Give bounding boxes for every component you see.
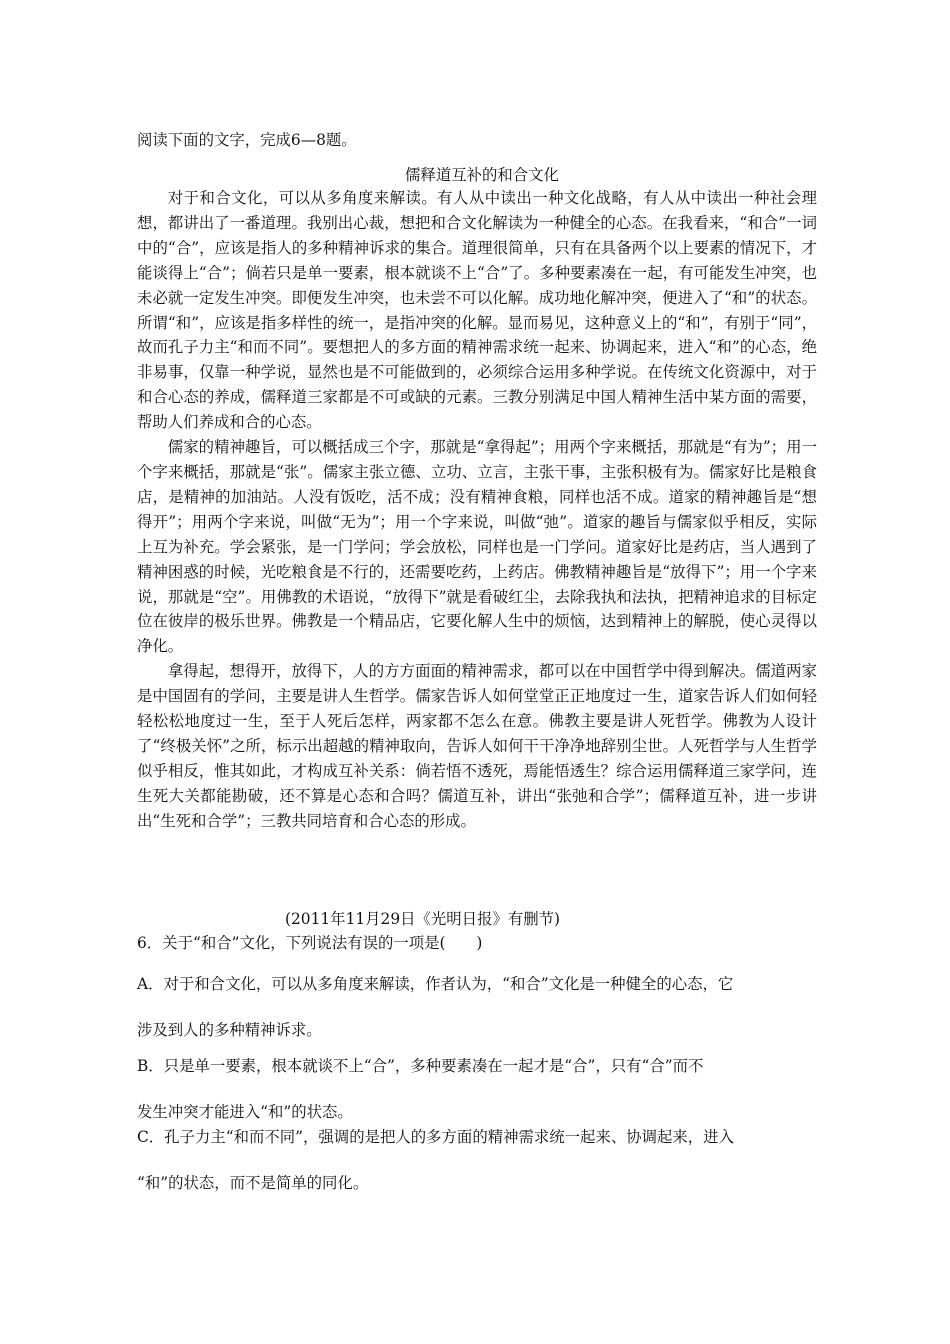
paragraph-2: 儒家的精神趣旨，可以概括成三个字，那就是“拿得起”；用两个字来概括，那就是“有为”；用一个字来概括，那就是“张”。儒家主张立德、立功、立言，主张干事，主张积极有为。儒家好比是粮食店，是精神的加油站。人没有饭吃，活不成；没有精神食粮，同样也活不成。道家的精神趣旨是“想得开”；用两个字来说，叫做“无为”；用一个字来说，叫做“弛”。道家的趣旨与儒家似乎相反，实际上互为补充。学会紧张，是一门学问；学会放松，同样也是一门学问。道家好比是药店，当人遇到了精神困惑的时候，光吃粮食是不行的，还需要吃药，上药店。佛教精神趣旨是“放得下”；用一个字来说，那就是“空”。用佛教的术语说，“放得下”就是看破红尘，去除我执和法执，把精神追求的目标定位在彼岸的极乐世界。佛教是一个精品店，它要化解人生中的烦恼，达到精神上的解脱，使心灵得以净化。 [137,438,817,656]
option-a-line1: A．对于和合文化，可以从多角度来解读，作者认为，“和合”文化是一种健全的心态，它 [137,975,734,993]
option-c-line1: C．孔子力主“和而不同”，强调的是把人的多方面的精神需求统一起来、协调起来，进入 [137,1128,734,1146]
question-6: 6．关于“和合”文化，下列说法有误的一项是( ) [137,934,483,952]
option-b [137,1054,817,1124]
source-citation: (2011年11月29日《光明日报》有删节) [285,910,561,928]
option-b-line1: B．只是单一要素，根本就谈不上“合”，多种要素凑在一起才是“合”，只有“合”而不 [137,1057,704,1075]
paragraph-3: 拿得起，想得开，放得下，人的方方面面的精神需求，都可以在中国哲学中得到解决。儒道两家是中国固有的学问，主要是讲人生哲学。儒家告诉人如何堂堂正正地度过一生，道家告诉人们如何轻轻松松地度过一生，至于人死后怎样，两家都不怎么在意。佛教主要是讲人死哲学。佛教为人设计了“终极关怀”之所，标示出超越的精神取向，告诉人如何干干净净地辞别尘世。人死哲学与人生哲学似乎相反，惟其如此，才构成互补关系：倘若悟不透死，焉能悟透生？综合运用儒释道三家学问，连生死大关都能勘破，还不算是心态和合吗？儒道互补，讲出“张弛和合学”；儒释道互补，进一步讲出“生死和合学”；三教共同培育和合心态的形成。 [137,662,817,830]
option-a-line2: 涉及到人的多种精神诉求。 [137,1021,322,1039]
reading-instruction: 阅读下面的文字，完成6—8题。 [137,131,357,149]
option-c [137,1125,817,1195]
article-body [137,186,817,834]
option-b-line2: 发生冲突才能进入“和”的状态。 [137,1103,353,1121]
article-title: 儒释道互补的和合文化 [405,166,559,184]
option-c-line2: “和”的状态，而不是简单的同化。 [137,1174,369,1192]
option-a [137,972,817,1042]
paragraph-1: 对于和合文化，可以从多角度来解读。有人从中读出一种文化战略，有人从中读出一种社会理想，都讲出了一番道理。我别出心裁，想把和合文化解读为一种健全的心态。在我看来，“和合”一词中的“合”，应该是指人的多种精神诉求的集合。道理很简单，只有在具备两个以上要素的情况下，才能谈得上“合”；倘若只是单一要素，根本就谈不上“合”了。多种要素凑在一起，有可能发生冲突，也未必就一定发生冲突。即便发生冲突，也未尝不可以化解。成功地化解冲突，便进入了“和”的状态。所谓“和”，应该是指多样性的统一，是指冲突的化解。显而易见，这种意义上的“和”，有别于“同”，故而孔子力主“和而不同”。要想把人的多方面的精神需求统一起来、协调起来，进入“和”的心态，绝非易事，仅靠一种学说，显然也是不可能做到的，必须综合运用多种学说。在传统文化资源中，对于和合心态的养成，儒释道三家都是不可或缺的元素。三教分别满足中国人精神生活中某方面的需要，帮助人们养成和合的心态。 [137,189,817,432]
